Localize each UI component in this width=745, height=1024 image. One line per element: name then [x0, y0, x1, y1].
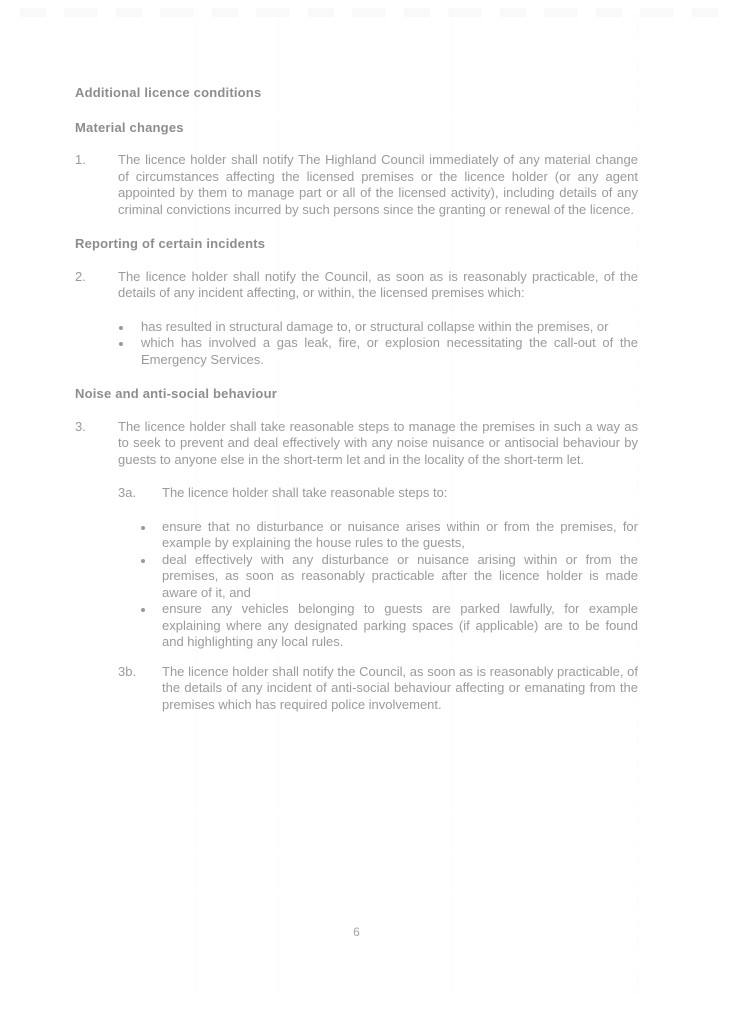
- section-heading-noise-antisocial: Noise and anti-social behaviour: [75, 386, 277, 401]
- condition-2: [75, 269, 638, 302]
- condition-2-bullet-list: [75, 319, 638, 369]
- condition-3-text: The licence holder shall take reasonable steps to manage the premises in such a way as to seek to prevent and deal effectively with any noise nuisance or antisocial behaviour by guests to anyone else in the short-term let and in the locality of the short-term let.: [118, 418, 638, 467]
- list-item: [141, 552, 638, 602]
- bullet-text: deal effectively with any disturbance or nuisance arising within or from the premises, as soon as reasonably practicable after the licence holder is made aware of it, and: [162, 551, 638, 600]
- section-heading-reporting-incidents: Reporting of certain incidents: [75, 236, 266, 251]
- bullet-icon: [141, 608, 145, 612]
- condition-1-number: 1.: [75, 152, 86, 167]
- page-number: 6: [353, 925, 360, 939]
- scan-artifact: [20, 8, 725, 17]
- condition-3a-text: The licence holder shall take reasonable steps to:: [162, 485, 448, 500]
- list-item: [119, 335, 638, 368]
- bullet-icon: [119, 342, 123, 346]
- condition-3a-bullet-list: [75, 519, 638, 651]
- condition-3a: [118, 485, 638, 502]
- doc-title: Additional licence conditions: [75, 85, 262, 100]
- list-item: [119, 319, 638, 336]
- condition-2-text: The licence holder shall notify the Council, as soon as is reasonably practicable, of the details of any incident affecting, or within, the licensed premises which:: [118, 268, 638, 300]
- condition-3: [75, 419, 638, 469]
- bullet-icon: [119, 326, 123, 330]
- condition-3a-number: 3a.: [118, 485, 137, 500]
- condition-3b: [118, 664, 638, 714]
- condition-3b-text: The licence holder shall notify the Council, as soon as is reasonably practicable, of the details of any incident of anti-social behaviour affecting or emanating from the premises which has required police involvement.: [162, 663, 638, 712]
- list-item: [141, 519, 638, 552]
- bullet-text: ensure any vehicles belonging to guests are parked lawfully, for example explaining where any designated parking spaces (if applicable) are to be found and highlighting any local rules.: [162, 601, 638, 649]
- bullet-text: ensure that no disturbance or nuisance arises within or from the premises, for example by explaining the house rules to the guests,: [162, 518, 638, 550]
- condition-2-number: 2.: [75, 268, 86, 284]
- condition-1: [75, 152, 638, 218]
- section-heading-material-changes: Material changes: [75, 119, 184, 135]
- list-item: [141, 601, 638, 651]
- condition-3-number: 3.: [75, 418, 86, 434]
- condition-1-text: The licence holder shall notify The Highland Council immediately of any material change of circumstances affecting the licensed premises or the licence holder (or any agent appointed by them to manage part or all of the licensed activity), including details of any criminal convictions incurred by such persons since the granting or renewal of the licence.: [118, 152, 638, 217]
- document-content: [75, 85, 638, 713]
- bullet-icon: [141, 559, 145, 563]
- bullet-icon: [141, 526, 145, 530]
- condition-3b-number: 3b.: [118, 663, 137, 679]
- bullet-text: has resulted in structural damage to, or structural collapse within the premises, or: [141, 318, 609, 334]
- bullet-text: which has involved a gas leak, fire, or explosion necessitating the call-out of the Emergency Services.: [141, 335, 638, 367]
